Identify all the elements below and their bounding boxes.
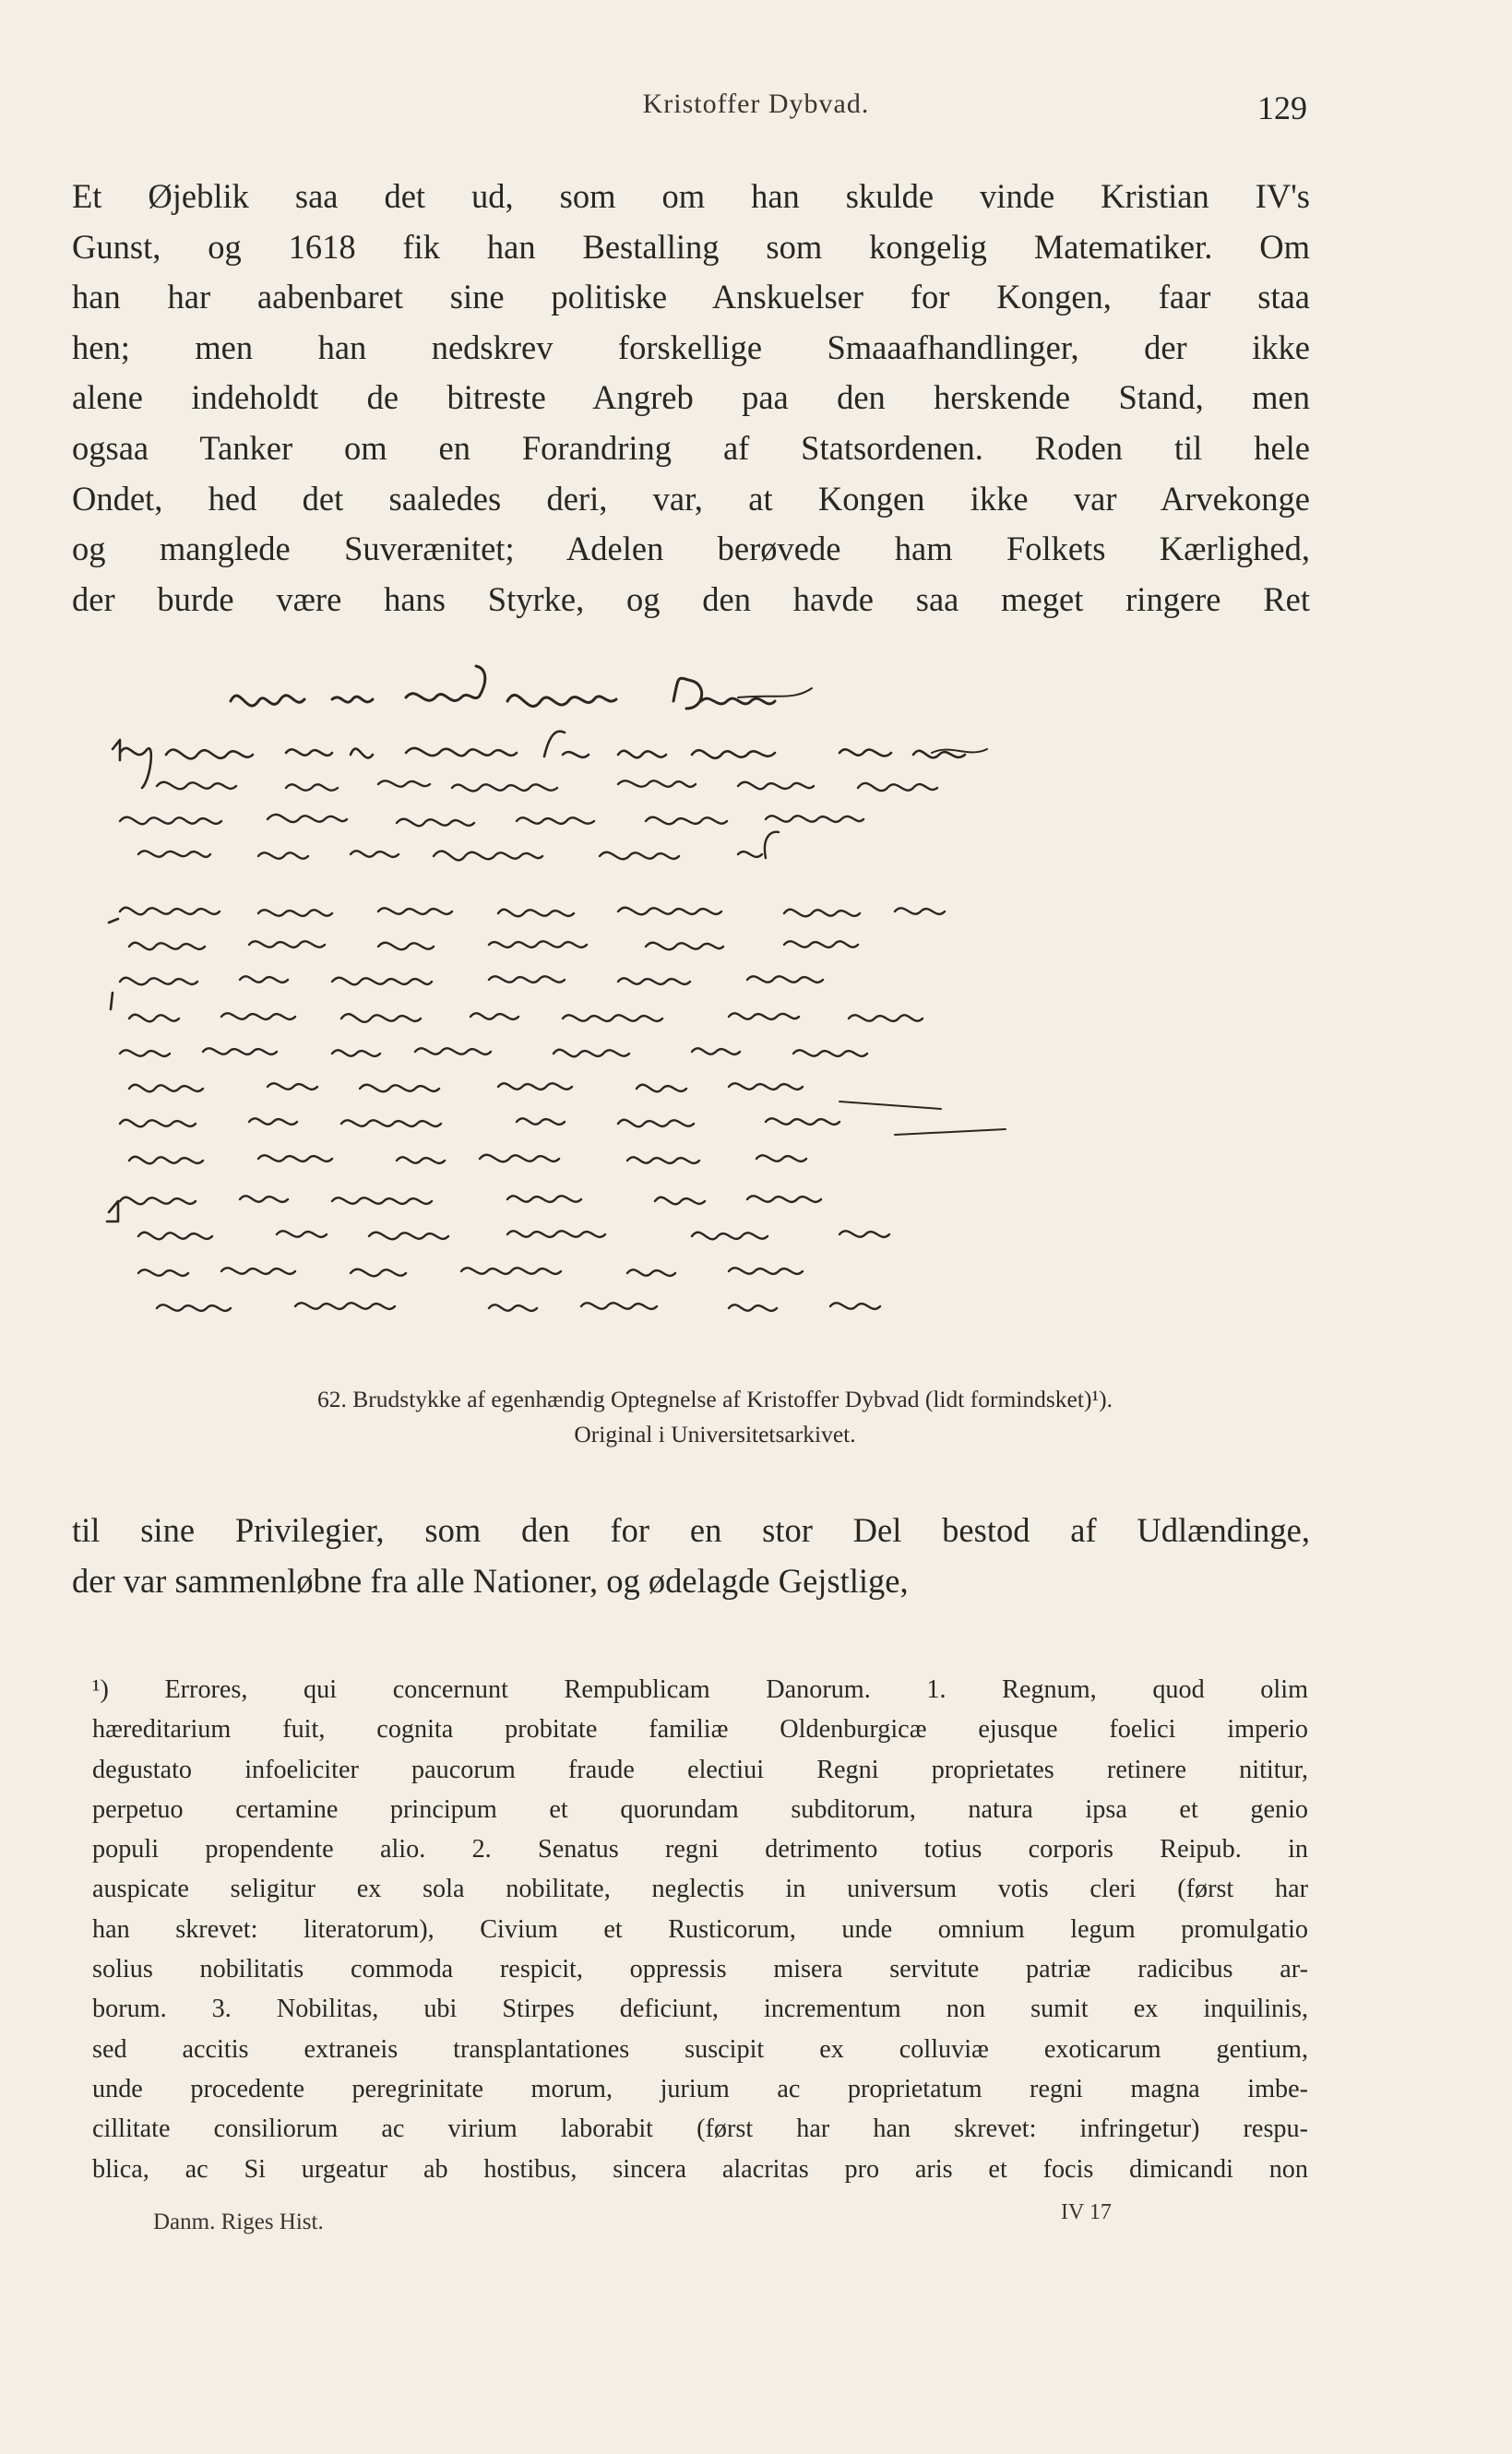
footnote-line: populi propendente alio. 2. Senatus regni detrimento totius corporis Reipub. in (92, 1835, 1308, 1864)
footnote-line: degustato infoeliciter paucorum fraude electiui Regni proprietates retinere nititur, (92, 1755, 1308, 1784)
footnote-line: ¹) Errores, qui concernunt Rempublicam Danorum. 1. Regnum, quod olim (92, 1675, 1308, 1704)
page-number: 129 (1257, 89, 1307, 126)
footnote-line: cillitate consiliorum ac virium laborabit (først har han skrevet: infringetur) respu- (92, 2114, 1308, 2144)
body-paragraph-1 (72, 172, 1310, 625)
footnote-line: solius nobilitatis commoda respicit, oppressis misera servitute patriæ radicibus ar- (92, 1955, 1308, 1984)
footnote-line: blica, ac Si urgeatur ab hostibus, sincera alacritas pro aris et focis dimicandi non (92, 2154, 1308, 2184)
running-head (0, 89, 1512, 125)
footnote-line: borum. 3. Nobilitas, ubi Stirpes deficiunt, incrementum non sumit ex inquilinis, (92, 1995, 1308, 2024)
footnote-line: han skrevet: literatorum), Civium et Rusticorum, unde omnium legum promulgatio (92, 1914, 1308, 1944)
figure-caption (120, 1382, 1310, 1452)
volume-mark: IV 17 (1061, 2200, 1112, 2224)
text-line: Et Øjeblik saa det ud, som om han skulde vinde Kristian IV's (72, 177, 1310, 215)
running-title: Kristoffer Dybvad. (642, 89, 870, 119)
text-line: og manglede Suverænitet; Adelen berøvede ham Folkets Kærlighed, (72, 530, 1310, 568)
text-line: hen; men han nedskrev forskellige Smaaafhandlinger, der ikke (72, 328, 1310, 366)
footnote (92, 1670, 1308, 2189)
handwritten-manuscript-image (101, 664, 1328, 1375)
text-line: ogsaa Tanker om en Forandring af Statsordenen. Roden til hele (72, 428, 1310, 467)
text-line: der burde være hans Styrke, og den havde saa meget ringere Ret (72, 579, 1310, 618)
caption-line: Original i Universitetsarkivet. (574, 1421, 856, 1447)
text-line: til sine Privilegier, som den for en stor Del bestod af Udlændinge, (72, 1511, 1310, 1549)
text-line: Ondet, hed det saaledes deri, var, at Kongen ikke var Arvekonge (72, 479, 1310, 518)
body-paragraph-2 (72, 1506, 1310, 1606)
footnote-line: unde procedente peregrinitate morum, jurium ac proprietatum regni magna imbe- (92, 2074, 1308, 2103)
text-line: Gunst, og 1618 fik han Bestalling som kongelig Matematiker. Om (72, 227, 1310, 266)
printer-signature-mark: Danm. Riges Hist. (153, 2210, 324, 2234)
footnote-line: hæreditarium fuit, cognita probitate familiæ Oldenburgicæ ejusque foelici imperio (92, 1715, 1308, 1745)
text-line: der var sammenløbne fra alle Nationer, og ødelagde Gejstlige, (72, 1561, 909, 1600)
manuscript-figure (101, 664, 1328, 1448)
text-line: alene indeholdt de bitreste Angreb paa den herskende Stand, men (72, 378, 1310, 417)
text-line: han har aabenbaret sine politiske Anskuelser for Kongen, faar staa (72, 278, 1310, 316)
footnote-line: perpetuo certamine principum et quorundam subditorum, natura ipsa et genio (92, 1794, 1308, 1824)
footnote-line: auspicate seligitur ex sola nobilitate, neglectis in universum votis cleri (først har (92, 1875, 1308, 1904)
caption-line: 62. Brudstykke af egenhændig Optegnelse af Kristoffer Dybvad (lidt formindsket)¹). (317, 1386, 1113, 1412)
footnote-line: sed accitis extraneis transplantationes suscipit ex colluviæ exoticarum gentium, (92, 2034, 1308, 2064)
